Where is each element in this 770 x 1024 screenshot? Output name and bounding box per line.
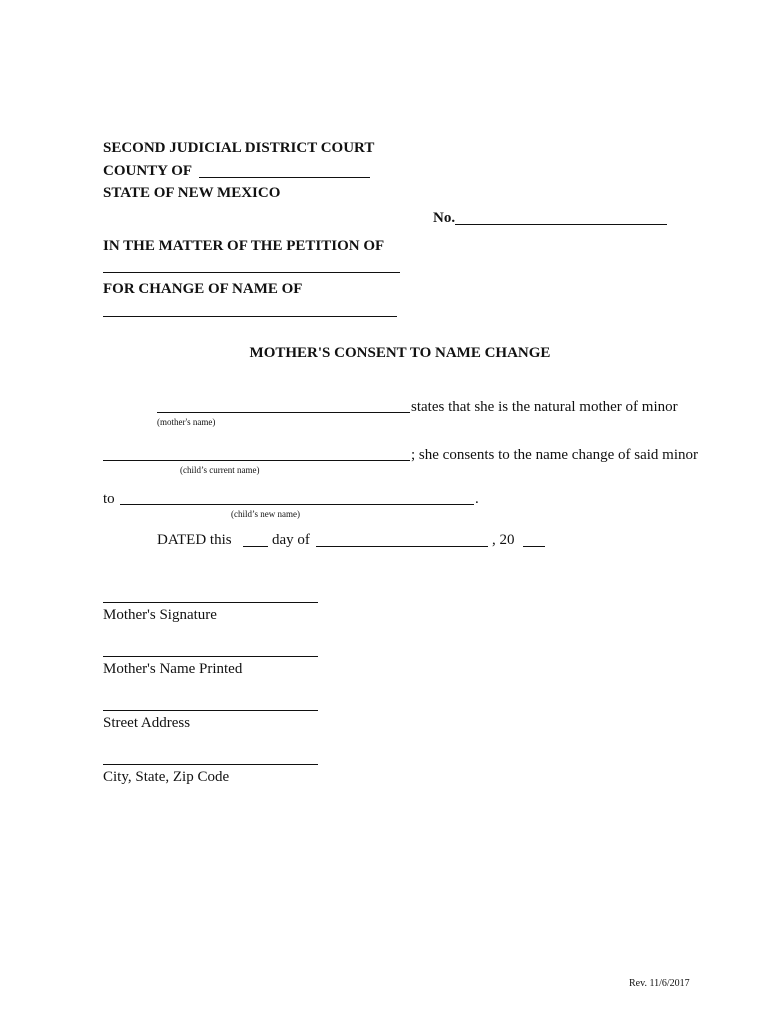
petition-label: IN THE MATTER OF THE PETITION OF — [103, 238, 385, 254]
state-name: STATE OF NEW MEXICO — [103, 185, 281, 201]
change-of-name-label: FOR CHANGE OF NAME OF — [103, 281, 303, 297]
county-label: COUNTY OF — [103, 163, 193, 179]
mothers-name-hint: (mother's name) — [157, 417, 216, 427]
county-field[interactable] — [199, 177, 370, 178]
petitioner-name-field[interactable] — [103, 272, 400, 273]
case-number-field[interactable] — [455, 224, 667, 225]
day-of-label: day of — [272, 532, 310, 548]
street-address-label: Street Address — [103, 715, 191, 731]
mothers-signature-field[interactable] — [103, 602, 318, 603]
dated-prefix: DATED this — [157, 532, 232, 548]
statement-line1: states that she is the natural mother of minor — [411, 399, 678, 415]
year-field[interactable] — [523, 546, 545, 547]
childs-new-name-field[interactable] — [120, 504, 474, 505]
childs-new-name-hint: (child’s new name) — [231, 509, 300, 519]
minor-name-field[interactable] — [103, 316, 397, 317]
mothers-name-field[interactable] — [157, 412, 410, 413]
mothers-signature-label: Mother's Signature — [103, 607, 217, 623]
year-prefix: , 20 — [492, 532, 515, 548]
to-label: to — [103, 491, 115, 507]
day-field[interactable] — [243, 546, 268, 547]
mothers-name-printed-label: Mother's Name Printed — [103, 661, 243, 677]
mothers-name-printed-field[interactable] — [103, 656, 318, 657]
case-number-label: No. — [433, 210, 456, 226]
childs-current-name-hint: (child’s current name) — [180, 465, 260, 475]
statement-line2: ; she consents to the name change of said minor — [411, 447, 699, 463]
city-state-zip-field[interactable] — [103, 764, 318, 765]
childs-current-name-field[interactable] — [103, 460, 410, 461]
month-field[interactable] — [316, 546, 488, 547]
line3-period: . — [475, 491, 479, 507]
document-title: MOTHER'S CONSENT TO NAME CHANGE — [249, 345, 551, 361]
city-state-zip-label: City, State, Zip Code — [103, 769, 230, 785]
revision-date: Rev. 11/6/2017 — [629, 978, 690, 989]
street-address-field[interactable] — [103, 710, 318, 711]
court-name: SECOND JUDICIAL DISTRICT COURT — [103, 140, 375, 156]
